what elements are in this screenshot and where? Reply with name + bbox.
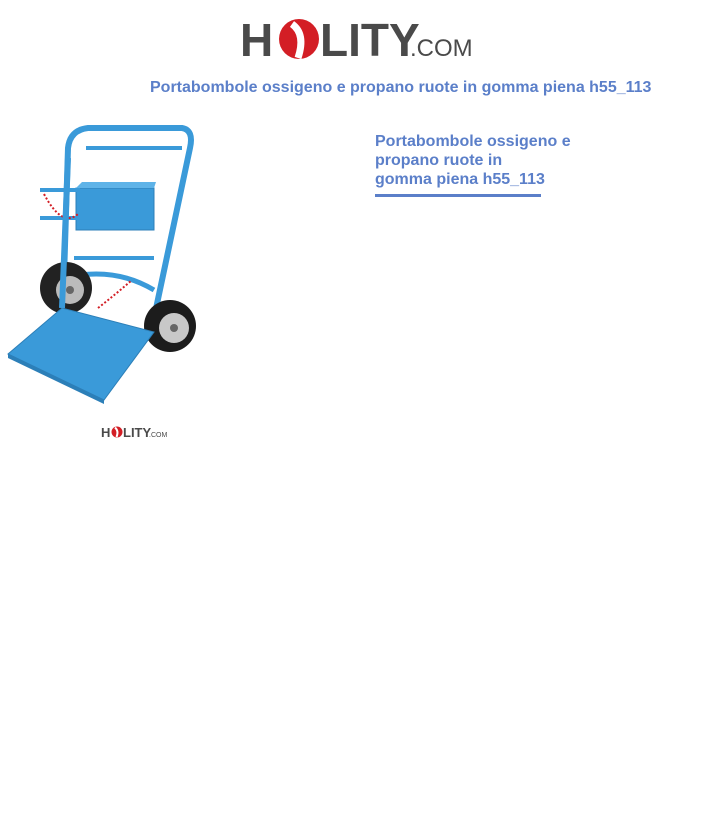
- svg-text:LITY: LITY: [123, 425, 152, 440]
- product-heading-line3: gomma piena h55_113: [375, 171, 545, 188]
- product-heading-line1: Portabombole ossigeno e: [375, 133, 571, 150]
- logo-letters-lity: LITY: [320, 14, 420, 64]
- holity-logo[interactable]: [240, 12, 480, 64]
- svg-text:H: H: [101, 425, 111, 440]
- logo-letter-h: H: [240, 14, 274, 64]
- product-heading[interactable]: [375, 132, 605, 189]
- page-title: Portabombole ossigeno e propano ruote in gomma piena h55_113: [150, 79, 652, 96]
- logo-dot-com: .COM: [410, 35, 473, 62]
- product-heading-line2: propano ruote in: [375, 152, 503, 169]
- svg-text:.COM: .COM: [149, 432, 168, 439]
- small-holity-logo: [101, 424, 169, 440]
- logo-o-mark: [279, 19, 319, 59]
- product-image[interactable]: [4, 118, 204, 410]
- heading-underline: [375, 194, 541, 197]
